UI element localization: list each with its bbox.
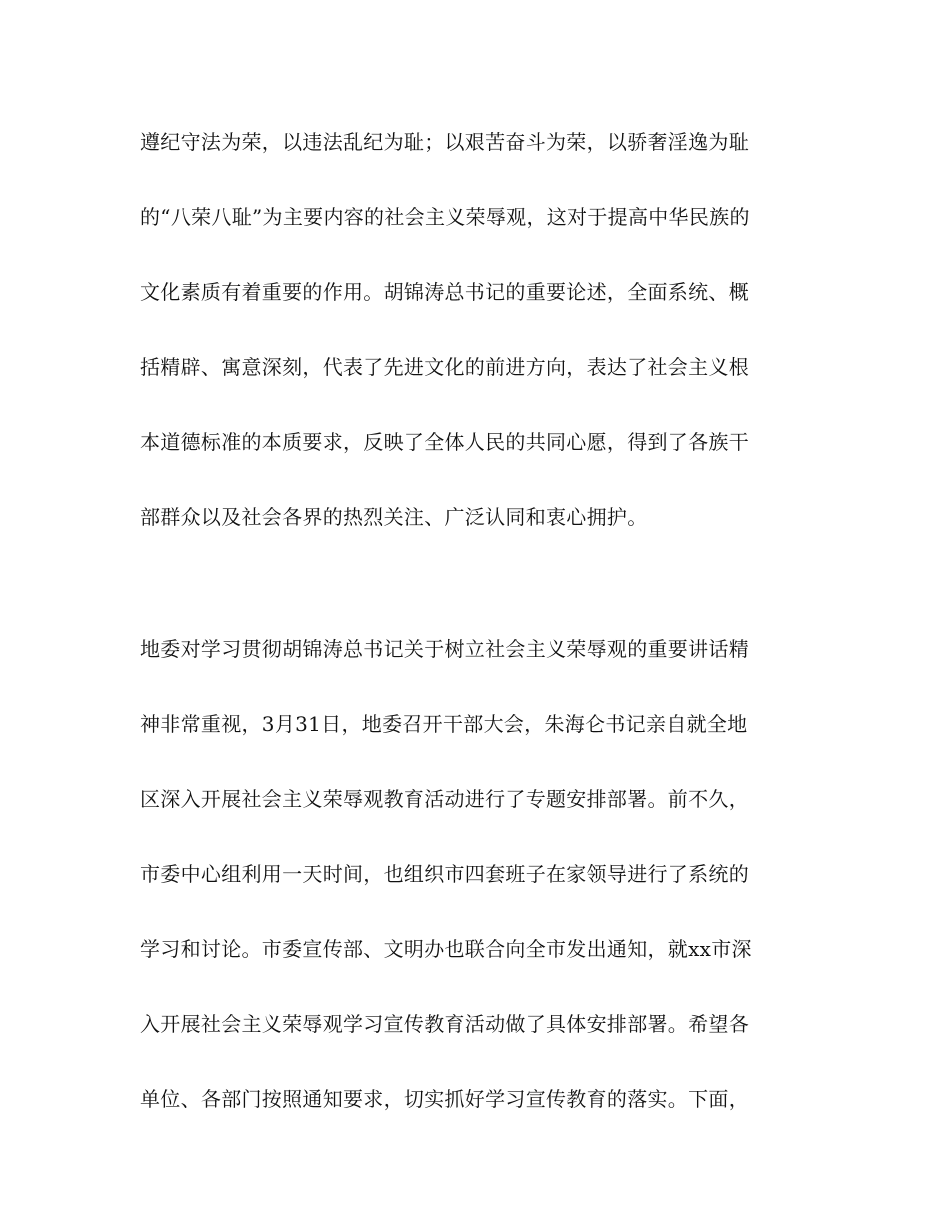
paragraph-line: 文化素质有着重要的作用。胡锦涛总书记的重要论述，全面系统、概 bbox=[140, 280, 749, 304]
paragraph-line: 地委对学习贯彻胡锦涛总书记关于树立社会主义荣辱观的重要讲话精 bbox=[140, 637, 749, 661]
paragraph-line: 单位、各部门按照通知要求，切实抓好学习宣传教育的落实。下面， bbox=[140, 1087, 749, 1111]
paragraph-line: 神非常重视，3月31日，地委召开干部大会，朱海仑书记亲自就全地 bbox=[140, 712, 748, 736]
paragraph-line: 括精辟、寓意深刻，代表了先进文化的前进方向，表达了社会主义根 bbox=[140, 355, 749, 379]
paragraph-line: 市委中心组利用一天时间，也组织市四套班子在家领导进行了系统的 bbox=[140, 862, 749, 886]
paragraph-line: 的“八荣八耻”为主要内容的社会主义荣辱观，这对于提高中华民族的 bbox=[140, 205, 750, 229]
paragraph-line: 学习和讨论。市委宣传部、文明办也联合向全市发出通知，就xx市深 bbox=[140, 937, 752, 961]
paragraph-line: 入开展社会主义荣辱观学习宣传教育活动做了具体安排部署。希望各 bbox=[140, 1012, 749, 1036]
paragraph-line: 部群众以及社会各界的热烈关注、广泛认同和衷心拥护。 bbox=[140, 505, 648, 529]
paragraph-line: 本道德标准的本质要求，反映了全体人民的共同心愿，得到了各族干 bbox=[140, 430, 749, 454]
paragraph-line: 遵纪守法为荣，以违法乱纪为耻；以艰苦奋斗为荣，以骄奢淫逸为耻 bbox=[140, 130, 749, 154]
paragraph-line: 区深入开展社会主义荣辱观教育活动进行了专题安排部署。前不久， bbox=[140, 787, 749, 811]
